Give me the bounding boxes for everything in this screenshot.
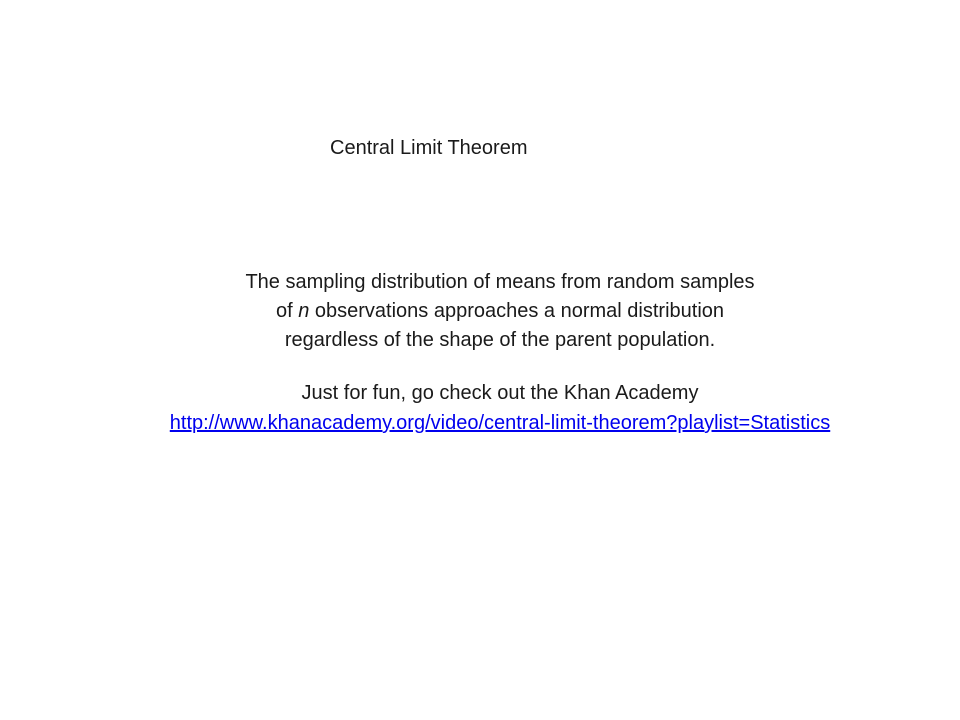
paragraph-line-1: The sampling distribution of means from random samples xyxy=(245,271,755,293)
sample-size-variable: n xyxy=(298,300,310,322)
slide-body xyxy=(60,268,940,438)
spacer xyxy=(60,355,940,379)
khan-academy-note: Just for fun, go check out the Khan Academy xyxy=(301,382,699,404)
link-line xyxy=(60,408,940,438)
slide-title: Central Limit Theorem xyxy=(330,137,528,159)
paragraph-line-3: regardless of the shape of the parent population. xyxy=(284,329,716,351)
paragraph-line-2-suffix: observations approaches a normal distribution xyxy=(309,300,725,322)
paragraph-line-2-prefix: of xyxy=(275,300,299,322)
paragraph-line-2 xyxy=(60,297,940,326)
khan-academy-link[interactable]: http://www.khanacademy.org/video/central-limit-theorem?playlist=Statistics xyxy=(169,412,831,434)
